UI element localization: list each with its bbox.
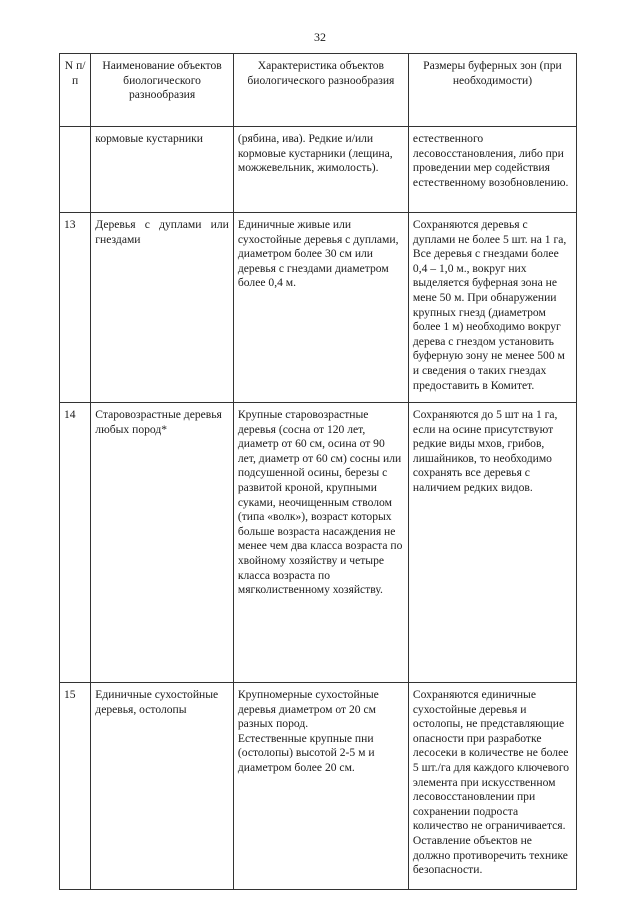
characteristic-paragraph: Крупномерные сухостойные деревья диаметром от 20 см разных пород.: [237, 688, 379, 731]
row-num: 14: [60, 403, 91, 683]
buffer-paragraph: Оставление объектов не должно противоречить технике безопасности.: [412, 833, 568, 877]
table-row: [60, 213, 577, 403]
row-num: 15: [60, 683, 91, 890]
row-characteristic: (рябина, ива). Редкие и/или кормовые кустарники (лещина, можжевельник, жимолость).: [233, 127, 408, 213]
row-buffer: Сохраняются деревья с дуплами не более 5 шт. на 1 га, Все деревья с гнездами более 0,4 – 1,0 м., вокруг них выделяется буферная зона не мене 50 м. При обнаружении крупных гнезд (диаметром более 1 м) необходимо вокруг дерева с гнездом установить буферную зону не менее 500 м и сведения о таких гнездах предоставить в Комитет.: [408, 213, 576, 403]
table-row: [60, 127, 577, 213]
table-row: [60, 403, 577, 683]
row-num: [60, 127, 91, 213]
row-buffer: Сохраняются до 5 шт на 1 га, если на осине присутствуют редкие виды мхов, грибов, лишайников, то необходимо сохранять все деревья с наличием редких видов.: [408, 403, 576, 683]
header-name: Наименование объектов биологического разнообразия: [91, 54, 234, 127]
page-number: 32: [314, 30, 326, 44]
header-characteristic: Характеристика объектов биологического разнообразия: [233, 54, 408, 127]
row-characteristic: [233, 683, 408, 890]
biodiversity-table: [59, 53, 577, 890]
table-header-row: [60, 54, 577, 127]
row-buffer: естественного лесовосстановления, либо при проведении мер содействия естественному возобновлению.: [408, 127, 576, 213]
row-name: Деревья с дуплами или гнездами: [91, 213, 234, 403]
row-name: кормовые кустарники: [91, 127, 234, 213]
row-name: Единичные сухостойные деревья, остолопы: [91, 683, 234, 890]
row-characteristic: Крупные старовозрастные деревья (сосна от 120 лет, диаметр от 60 см, осина от 90 лет, диаметр от 60 см) сосны или подсушенной осины, березы с развитой кроной, крупными суками, неочищенным стволом (типа «волк»), возраст которых больше возраста насаждения не менее чем два класса возраста по хвойному хозяйству и четыре класса возраста по мягколиственному хозяйству.: [233, 403, 408, 683]
row-buffer: [408, 683, 576, 890]
header-num: N п/п: [60, 54, 91, 127]
table-row: [60, 683, 577, 890]
row-characteristic: Единичные живые или сухостойные деревья с дуплами, диаметром более 30 см или деревья с гнездами диаметром более 0,4 м.: [233, 213, 408, 403]
buffer-paragraph: Сохраняются единичные сухостойные деревья и остолопы, не представляющие опасности при разработке лесосеки в количестве не более 5 шт./га для каждого ключевого элемента при искусственном лесовосстановлении при сохранении подроста количество не ограничивается.: [412, 688, 570, 833]
row-name: Старовозрастные деревья любых пород*: [91, 403, 234, 683]
header-buffer: Размеры буферных зон (при необходимости): [408, 54, 576, 127]
row-num: 13: [60, 213, 91, 403]
characteristic-paragraph: Естественные крупные пни (остолопы) высотой 2-5 м и диаметром более 20 см.: [237, 731, 375, 774]
